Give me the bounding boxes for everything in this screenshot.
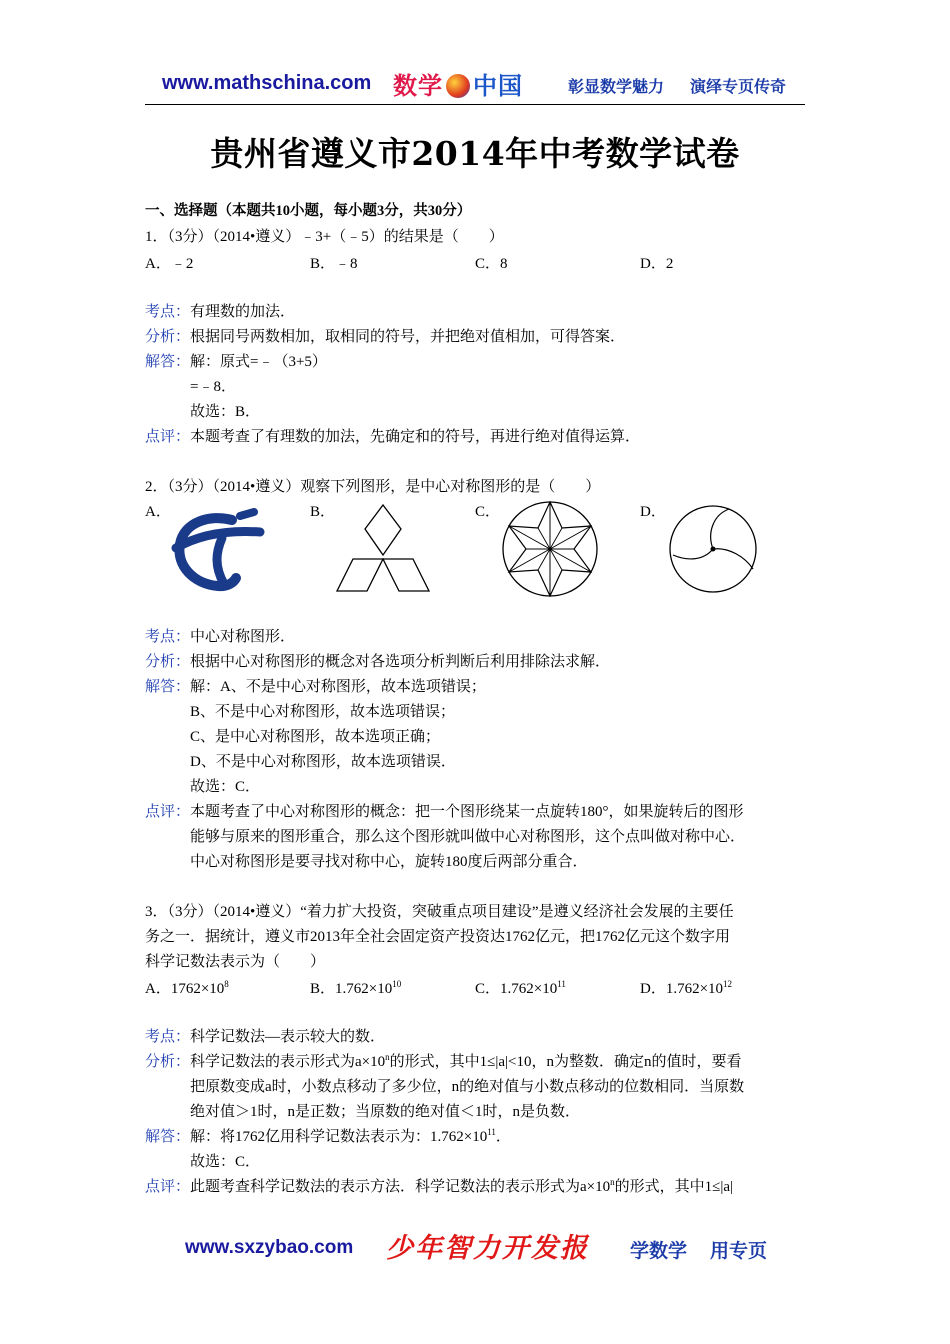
q1-kaodian: 考点：有理数的加法． xyxy=(145,304,296,320)
footer-slogan-2: 用专页 xyxy=(710,1240,768,1262)
q2-figure-c-star-circle-icon xyxy=(500,499,600,599)
q1-option-d: D．2 xyxy=(640,256,674,272)
q2-jieda: 解答：解：A、不是中心对称图形，故本选项错误； xyxy=(145,679,486,695)
q2-dianping-line2: 能够与原来的图形重合，那么这个图形就叫做中心对称图形，这个点叫做对称中心． xyxy=(190,829,746,845)
q2-stem: 2．（3分）（2014•遵义）观察下列图形，是中心对称图形的是（ ） xyxy=(145,479,601,495)
q2-dianping: 点评：本题考查了中心对称图形的概念：把一个图形绕某一点旋转180°，如果旋转后的图形 xyxy=(145,804,744,820)
q2-fenxi: 分析：根据中心对称图形的概念对各选项分析判断后利用排除法求解． xyxy=(145,654,611,670)
brand-right: 中国 xyxy=(473,72,523,100)
q1-option-c: C．8 xyxy=(475,256,508,272)
label-dianping: 点评： xyxy=(145,429,191,445)
q1-options xyxy=(0,252,950,272)
q2-option-d: D． xyxy=(640,504,666,520)
header-slogan-1: 彰显数学魅力 xyxy=(568,77,665,96)
q2-option-b: B． xyxy=(310,504,336,520)
q2-kaodian: 考点：中心对称图形． xyxy=(145,629,296,645)
page-title: 贵州省遵义市2014年中考数学试卷 xyxy=(210,134,740,173)
label-kaodian: 考点： xyxy=(145,304,191,320)
q3-stem-line3: 科学记数法表示为（ ） xyxy=(145,954,326,970)
q3-option-a: A．$1762\times 10^8$ xyxy=(145,979,229,997)
header-url[interactable]: www.mathschina.com xyxy=(162,72,372,94)
q1-stem: 1．（3分）（2014•遵义）﹣3+（﹣5）的结果是（ ） xyxy=(145,229,504,245)
q3-jieda-line2: 故选：C． xyxy=(190,1154,261,1170)
section-heading: 一、选择题（本题共10小题，每小题3分，共30分） xyxy=(145,203,472,219)
q1-jieda: 解答：解：原式=﹣（3+5） xyxy=(145,354,327,370)
q2-dianping-line3: 中心对称图形是要寻找对称中心，旋转180度后两部分重合． xyxy=(190,854,588,870)
q1-option-a: A．﹣2 xyxy=(145,256,194,272)
q1-jieda-line3: 故选：B． xyxy=(190,404,261,420)
q1-fenxi: 分析：根据同号两数相加，取相同的符号，并把绝对值相加，可得答案． xyxy=(145,329,626,345)
globe-icon xyxy=(446,74,470,98)
q2-jieda-line3: C、是中心对称图形，故本选项正确； xyxy=(190,729,441,745)
q2-jieda-line4: D、不是中心对称图形，故本选项错误． xyxy=(190,754,456,770)
q2-option-c: C． xyxy=(475,504,501,520)
q3-fenxi: 分析：科学记数法的表示形式为$a\times 10^n$的形式，其中1≤|a|<10，n为整数．确定n的值时，要看 xyxy=(145,1052,742,1070)
q3-fenxi-line3: 绝对值＞1时，n是正数；当原数的绝对值＜1时，n是负数． xyxy=(190,1104,581,1120)
q3-jieda: 解答：解：将1762亿用科学记数法表示为：$1.762\times 10^{11}$． xyxy=(145,1127,511,1145)
q3-options xyxy=(0,977,950,997)
label-fenxi: 分析： xyxy=(145,329,191,345)
q2-jieda-line5: 故选：C． xyxy=(190,779,261,795)
brand-left: 数学 xyxy=(393,72,443,100)
footer-url[interactable]: www.sxzybao.com xyxy=(185,1237,354,1258)
q3-dianping: 点评：此题考查科学记数法的表示方法．科学记数法的表示形式为$a\times 10^n$的形式，其中1≤|a| xyxy=(145,1177,734,1195)
q3-stem-line2: 务之一．据统计，遵义市2013年全社会固定资产投资达1762亿元，把1762亿元这个数字用 xyxy=(145,929,731,945)
q1-jieda-line2: =﹣8． xyxy=(190,379,236,395)
footer-slogan-1: 学数学 xyxy=(630,1240,688,1262)
label-jieda: 解答： xyxy=(145,354,191,370)
q3-kaodian: 考点：科学记数法—表示较大的数． xyxy=(145,1029,386,1045)
q1-option-b: B．﹣8 xyxy=(310,256,358,272)
header-slogan-2: 演绎专页传奇 xyxy=(690,77,787,96)
footer-brand-logo: 少年智力开发报 xyxy=(386,1233,589,1264)
q3-option-d: D．$1.762\times 10^{12}$ xyxy=(640,979,733,997)
q3-option-b: B．$1.762\times 10^{10}$ xyxy=(310,979,402,997)
q2-figure-b-three-rhombus-icon xyxy=(335,503,431,593)
q1-dianping: 点评：本题考查了有理数的加法，先确定和的符号，再进行绝对值得运算． xyxy=(145,429,641,445)
q3-option-c: C．$1.762\times 10^{11}$ xyxy=(475,979,566,997)
q2-option-a: A． xyxy=(145,504,171,520)
q2-jieda-line2: B、不是中心对称图形，故本选项错误； xyxy=(190,704,456,720)
header-brand-logo xyxy=(393,66,523,101)
q2-figure-a-telecom-logo-icon xyxy=(170,508,266,592)
q2-figure-d-three-arc-circle-icon xyxy=(667,503,759,595)
q3-stem-line1: 3．（3分）（2014•遵义）“着力扩大投资，突破重点项目建设”是遵义经济社会发展的主要任 xyxy=(145,904,734,920)
q3-fenxi-line2: 把原数变成a时，小数点移动了多少位，n的绝对值与小数点移动的位数相同．当原数 xyxy=(190,1079,745,1095)
header-divider xyxy=(145,104,805,105)
